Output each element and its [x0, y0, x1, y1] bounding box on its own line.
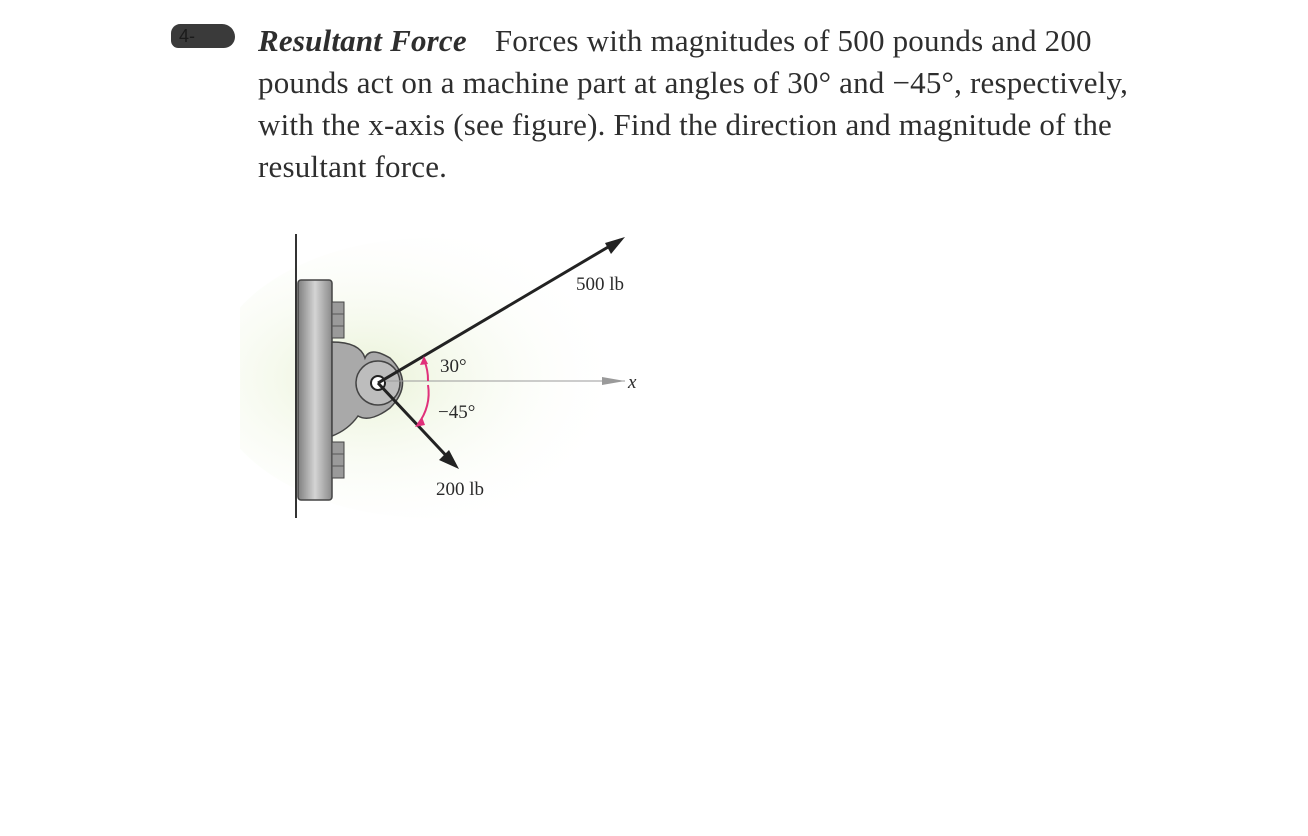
problem-title: Resultant Force	[258, 23, 467, 58]
force-500-arrowhead	[605, 237, 625, 254]
force-diagram	[240, 218, 680, 533]
bolt-top	[332, 302, 344, 338]
force-200-label: 200 lb	[436, 479, 485, 500]
bracket-plate	[298, 280, 332, 500]
angle-30-label: 30°	[440, 356, 467, 377]
problem-statement	[258, 20, 1138, 188]
angle-45-label: −45°	[438, 402, 476, 423]
force-500-label: 500 lb	[576, 274, 625, 295]
problem-body: Forces with magnitudes of 500 pounds and 200 pounds act on a machine part at angles of 30° and −45°, respectively, with the x-axis (see figure). Find the direction and magnitude of the resultant force.	[258, 23, 1129, 184]
x-axis-label: x	[628, 372, 637, 393]
problem-number-badge: 4-	[171, 24, 235, 48]
bolt-bottom	[332, 442, 344, 478]
force-diagram-svg	[240, 218, 680, 528]
